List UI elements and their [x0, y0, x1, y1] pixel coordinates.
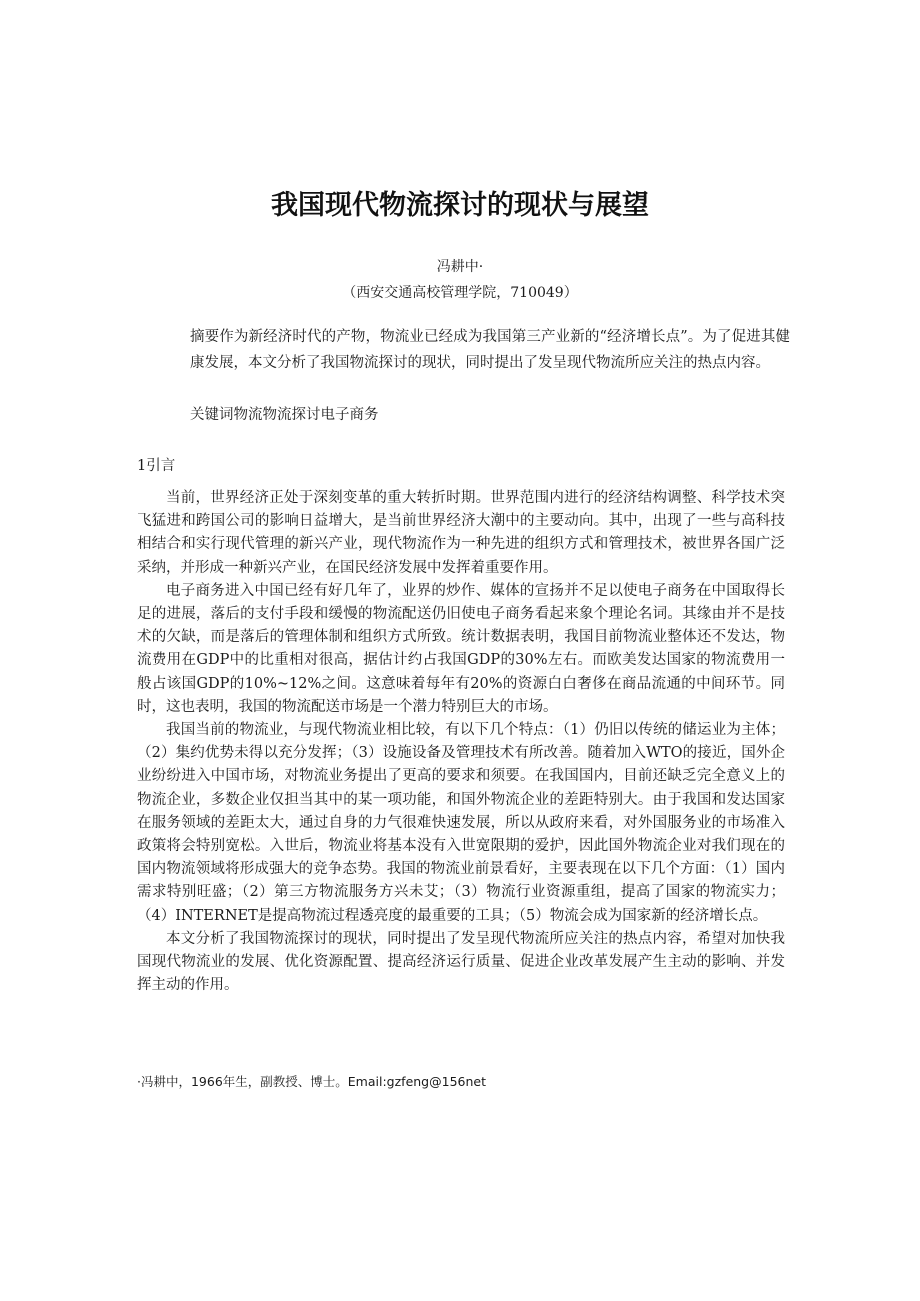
abstract: 摘要作为新经济时代的产物，物流业已经成为我国第三产业新的“经济增长点”。为了促进其健康发展，本文分析了我国物流探讨的现状，同时提出了发呈现代物流所应关注的热点内容。 [190, 329, 790, 371]
paragraph: 我国当前的物流业，与现代物流业相比较，有以下几个特点：（1）仍旧以传统的储运业为主体；（2）集约优势未得以充分发挥；（3）设施设备及管理技术有所改善。随着加入WTO的接近，国外企业纷纷进入中国市场，对物流业务提出了更高的要求和须要。在我国国内，目前还缺乏完全意义上的物流企业，多数企业仅担当其中的某一项功能，和国外物流企业的差距特别大。由于我国和发达国家在服务领域的差距太大，通过自身的力气很难快速发展，所以从政府来看，对外国服务业的市场准入政策将会特别宽松。入世后，物流业将基本没有入世宽限期的爱护，因此国外物流企业对我们现在的国内物流领域将形成强大的竞争态势。我国的物流业前景看好，主要表现在以下几个方面：（1）国内需求特别旺盛；（2）第三方物流服务方兴未艾；（3）物流行业资源重组，提高了国家的物流实力；（4）INTERNET是提高物流过程透亮度的最重要的工具；（5）物流会成为国家新的经济增长点。 [137, 722, 785, 924]
author-footnote: ·冯耕中，1966年生，副教授、博士。Email:gzfeng@156net [137, 1074, 486, 1089]
paper-title: 我国现代物流探讨的现状与展望 [271, 190, 649, 221]
paragraph: 当前，世界经济正处于深刻变革的重大转折时期。世界范围内进行的经济结构调整、科学技术突飞猛进和跨国公司的影响日益增大，是当前世界经济大潮中的主要动向。其中，出现了一些与高科技相结合和实行现代管理的新兴产业，现代物流作为一种先进的组织方式和管理技术，被世界各国广泛采纳，并形成一种新兴产业，在国民经济发展中发挥着重要作用。 [137, 490, 785, 576]
section-heading: 1引言 [137, 458, 176, 474]
paragraph: 本文分析了我国物流探讨的现状，同时提出了发呈现代物流所应关注的热点内容，希望对加快我国现代物流业的发展、优化资源配置、提高经济运行质量、促进企业改革发展产生主动的影响、并发挥主动的作用。 [137, 930, 785, 994]
author-affiliation: （西安交通高校管理学院，710049） [342, 285, 578, 301]
body-text [137, 487, 785, 997]
keywords: 关键词物流物流探讨电子商务 [190, 407, 379, 423]
paragraph: 电子商务进入中国已经有好几年了，业界的炒作、媒体的宣扬并不足以使电子商务在中国取得长足的进展，落后的支付手段和缓慢的物流配送仍旧使电子商务看起来象个理论名词。其缘由并不是技术的欠缺，而是落后的管理体制和组织方式所致。统计数据表明，我国目前物流业整体还不发达，物流费用在GDP中的比重相对很高，据估计约占我国GDP的30%左右。而欧美发达国家的物流费用一般占该国GDP的10%~12%之间。这意味着每年有20%的资源白白奢侈在商品流通的中间环节。同时，这也表明，我国的物流配送市场是一个潜力特别巨大的市场。 [137, 582, 785, 715]
author-name: 冯耕中· [436, 259, 484, 275]
